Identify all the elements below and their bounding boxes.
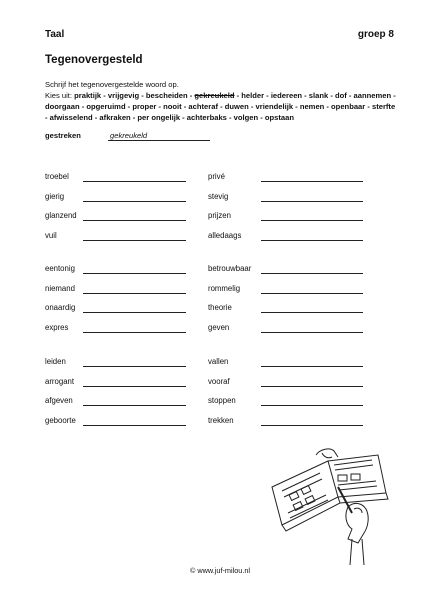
exercise-row [208, 211, 364, 223]
exercise-word: betrouwbaar [208, 264, 252, 273]
exercise-word: trekken [208, 415, 234, 425]
exercise-word: privé [208, 172, 225, 181]
exercise-word: niemand [45, 283, 75, 293]
exercise-word: rommelig [208, 283, 241, 293]
options-start: praktijk - vrijgevig - bescheiden - [74, 91, 195, 100]
exercise-word: vuil [45, 230, 57, 240]
answer-line[interactable] [261, 386, 363, 387]
answer-line[interactable] [261, 201, 363, 202]
answer-line[interactable] [261, 220, 363, 221]
exercise-row [208, 284, 364, 296]
exercise-row [45, 264, 187, 276]
exercise-row [45, 303, 187, 315]
exercise-row [45, 231, 187, 243]
exercise-row [208, 264, 364, 276]
exercise-word: stoppen [208, 396, 236, 405]
answer-line[interactable] [83, 240, 186, 241]
exercise-word: glanzend [45, 211, 77, 220]
answer-line[interactable] [261, 181, 363, 182]
instruction-text: Schrijf het tegenovergestelde woord op. [45, 80, 179, 89]
answer-line[interactable] [261, 293, 363, 294]
example-row [45, 131, 245, 140]
exercise-word: onaardig [45, 303, 76, 312]
exercise-row [208, 172, 364, 184]
exercise-word: arrogant [45, 376, 75, 386]
exercise-row [45, 172, 187, 184]
exercise-word: geboorte [45, 415, 76, 425]
exercise-word: alledaags [208, 230, 242, 240]
answer-line[interactable] [261, 240, 363, 241]
exercise-row [208, 192, 364, 204]
answer-line[interactable] [83, 293, 186, 294]
answer-line[interactable] [83, 312, 186, 313]
answer-line[interactable] [261, 366, 363, 367]
subject-label: Taal [45, 29, 65, 40]
exercise-row [208, 303, 364, 315]
exercise-word: troebel [45, 172, 69, 181]
answer-line[interactable] [83, 220, 186, 221]
answer-line[interactable] [261, 312, 363, 313]
exercise-word: theorie [208, 303, 232, 312]
exercise-word: afgeven [45, 396, 73, 405]
example-word: gestreken [45, 131, 81, 140]
exercise-row [45, 357, 187, 369]
exercise-word: vallen [208, 357, 229, 366]
exercise-word: gierig [45, 191, 65, 201]
answer-line[interactable] [261, 332, 363, 333]
group-label: groep 8 [357, 29, 394, 40]
exercise-row [45, 323, 187, 335]
exercise-row [208, 396, 364, 408]
answer-line[interactable] [83, 201, 186, 202]
exercise-row [208, 377, 364, 389]
exercise-row [45, 377, 187, 389]
options-struck-word: gekreukeld [194, 91, 235, 100]
answer-line[interactable] [261, 405, 363, 406]
exercise-row [45, 192, 187, 204]
worksheet-title: Tegenovergesteld [45, 54, 143, 66]
exercise-word: prijzen [208, 211, 231, 220]
footer-copyright: © www.juf-milou.nl [189, 566, 251, 575]
answer-line[interactable] [83, 386, 186, 387]
exercise-word: stevig [208, 191, 229, 201]
answer-line[interactable] [83, 332, 186, 333]
answer-line[interactable] [261, 273, 363, 274]
options-rest: - helder - iedereen - slank - dof - aannemen - doorgaan - opgeruimd - proper - nooit - achteraf - duwen - vriendelijk - nemen - openbaar - sterfte - afwisselend - afkraken - per ongelijk - achterbaks - volgen - opstaan [45, 91, 396, 122]
exercise-row [45, 211, 187, 223]
instructions [45, 79, 397, 123]
answer-line[interactable] [83, 273, 186, 274]
exercise-row [45, 396, 187, 408]
answer-line[interactable] [83, 425, 186, 426]
exercise-row [208, 416, 364, 428]
workbook-illustration [268, 447, 390, 565]
exercise-word: expres [45, 322, 69, 332]
answer-line[interactable] [83, 366, 186, 367]
exercise-word: leiden [45, 357, 66, 366]
exercise-row [45, 284, 187, 296]
options-label: Kies uit: [45, 91, 73, 100]
example-answer: gekreukeld [108, 131, 210, 141]
exercise-row [208, 231, 364, 243]
exercise-row [208, 323, 364, 335]
exercise-row [208, 357, 364, 369]
exercise-word: vooraf [208, 376, 230, 386]
exercise-word: eentonig [45, 264, 75, 273]
answer-line[interactable] [261, 425, 363, 426]
options-list [45, 90, 397, 123]
exercise-word: geven [208, 322, 230, 332]
answer-line[interactable] [83, 405, 186, 406]
answer-line[interactable] [83, 181, 186, 182]
exercise-row [45, 416, 187, 428]
